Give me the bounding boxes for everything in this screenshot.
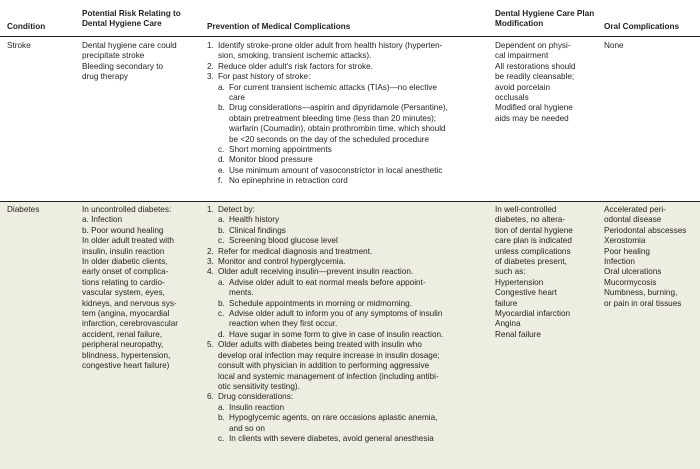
list-item — [197, 361, 490, 371]
list-item — [197, 299, 490, 309]
list-item-label: 6. — [207, 392, 214, 402]
text-line: early onset of complica- — [82, 267, 169, 277]
list-item — [197, 51, 490, 61]
text-line: such as: — [495, 267, 526, 277]
text-line: Poor healing — [604, 246, 650, 256]
text-line: tem (angina, myocardial — [82, 309, 170, 319]
list-item-label: 2. — [207, 246, 214, 256]
list-item-text: reaction when they first occur. — [229, 319, 338, 329]
diabetes-condition: Diabetes — [7, 205, 40, 214]
list-item — [197, 215, 490, 225]
text-line: blindness, hypertension, — [82, 350, 171, 360]
text-line: failure — [495, 298, 518, 308]
list-item-label: 5. — [207, 340, 214, 350]
text-line: Dental hygiene care could — [82, 41, 177, 50]
list-item — [197, 382, 490, 392]
list-item — [197, 247, 490, 257]
stroke-modification — [495, 41, 600, 124]
text-line: occlusals — [495, 93, 529, 103]
list-item-text: care — [229, 93, 245, 103]
stroke-oral — [604, 41, 700, 51]
text-line: Bleeding secondary to — [82, 61, 164, 71]
list-item-text: Use minimum amount of vasoconstrictor in local anesthetic — [229, 165, 443, 175]
list-item-text: Older adult receiving insulin—prevent insulin reaction. — [218, 267, 414, 277]
header-oral: Oral Complications — [604, 22, 680, 31]
text-line: Oral ulcerations — [604, 267, 662, 277]
list-item-label: a. — [218, 277, 225, 287]
list-item-text: Screening blood glucose level — [229, 236, 338, 246]
list-item — [197, 372, 490, 382]
list-item — [197, 72, 490, 82]
text-line: In uncontrolled diabetes: — [82, 205, 172, 214]
list-item-text: Clinical findings — [229, 225, 286, 235]
text-line: unless complications — [495, 246, 571, 256]
list-item-label: d. — [218, 155, 225, 165]
list-item-text: and so on — [229, 423, 265, 433]
text-line: Numbness, burning, — [604, 288, 678, 298]
list-item-label: f. — [218, 176, 223, 186]
list-item — [197, 392, 490, 402]
text-line: care plan is indicated — [495, 236, 572, 246]
list-item-text: Older adults with diabetes being treated with insulin who — [218, 340, 422, 350]
list-item-label: 1. — [207, 205, 214, 214]
list-item-label: 3. — [207, 257, 214, 267]
list-item-text: No epinephrine in retraction cord — [229, 176, 348, 186]
text-line: Mucormycosis — [604, 277, 657, 287]
list-item — [197, 413, 490, 423]
text-line: aids may be needed — [495, 113, 569, 123]
list-item-text: warfarin (Coumadin), obtain prothrombin time, which should — [229, 124, 446, 134]
text-line: peripheral neuropathy, — [82, 340, 164, 350]
diabetes-prevention — [207, 205, 490, 444]
text-line: congestive heart failure) — [82, 361, 170, 371]
list-item — [197, 124, 490, 134]
list-item-label: b. — [218, 225, 225, 235]
list-item-text: ments. — [229, 288, 254, 298]
list-item-text: In clients with severe diabetes, avoid general anesthesia — [229, 433, 434, 443]
list-item-text: develop oral infection may require increase in insulin dosage; — [218, 350, 440, 360]
table-row-stroke — [0, 38, 700, 201]
text-line: cal impairment — [495, 51, 549, 61]
text-line: b. Poor wound healing — [82, 225, 164, 235]
text-line: be readily cleansable; — [495, 72, 575, 82]
list-item — [197, 309, 490, 319]
list-item — [197, 103, 490, 113]
list-item — [197, 41, 490, 51]
list-item-label: b. — [218, 298, 225, 308]
list-item — [197, 278, 490, 288]
list-item-label: e. — [218, 165, 225, 175]
text-line: Renal failure — [495, 329, 541, 339]
list-item — [197, 166, 490, 176]
list-item — [197, 288, 490, 298]
list-item-label: b. — [218, 103, 225, 113]
list-item — [197, 340, 490, 350]
list-item — [197, 155, 490, 165]
text-line: None — [604, 41, 624, 50]
list-item-text: obtain pretreatment bleeding time (less than 20 minutes); — [229, 113, 437, 123]
list-item-label: a. — [218, 402, 225, 412]
list-item-text: Advise older adult to eat normal meals before appoint- — [229, 277, 426, 287]
header-risk: Potential Risk Relating to Dental Hygiene Care — [82, 9, 181, 28]
list-item — [197, 319, 490, 329]
diabetes-risk — [82, 205, 200, 372]
list-item — [197, 83, 490, 93]
list-item-text: otic sensitivity testing). — [218, 381, 300, 391]
list-item-text: consult with physician in addition to performing aggressive — [218, 361, 430, 371]
list-item-text: For past history of stroke: — [218, 72, 311, 82]
text-line: odontal disease — [604, 215, 662, 225]
list-item — [197, 176, 490, 186]
list-item-text: Monitor blood pressure — [229, 155, 313, 165]
text-line: Myocardial infarction — [495, 309, 571, 319]
list-item-text: Monitor and control hyperglycemia. — [218, 257, 346, 267]
text-line: In older diabetic clients, — [82, 257, 168, 267]
list-item — [197, 205, 490, 215]
text-line: Accelerated peri- — [604, 205, 666, 214]
table-header — [0, 0, 700, 37]
header-condition: Condition — [7, 22, 46, 31]
list-item — [197, 257, 490, 267]
list-item — [197, 93, 490, 103]
text-line: or pain in oral tissues — [604, 298, 682, 308]
list-item-text: Drug considerations: — [218, 392, 294, 402]
list-item-text: Hypoglycemic agents, on rare occasions aplastic anemia, — [229, 413, 438, 423]
list-item-text: Short morning appointments — [229, 145, 332, 155]
list-item-text: Have sugar in some form to give in case of insulin reaction. — [229, 329, 444, 339]
diabetes-oral — [604, 205, 700, 309]
list-item-label: a. — [218, 82, 225, 92]
list-item-label: c. — [218, 236, 225, 246]
list-item-label: d. — [218, 329, 225, 339]
text-line: vascular system, eyes, — [82, 288, 165, 298]
table-row-diabetes — [0, 202, 700, 469]
list-item — [197, 145, 490, 155]
list-item — [197, 267, 490, 277]
text-line: All restorations should — [495, 61, 576, 71]
list-item — [197, 424, 490, 434]
list-item — [197, 135, 490, 145]
list-item-text: local and systemic management of infection (including antibi- — [218, 371, 439, 381]
list-item — [197, 236, 490, 246]
list-item — [197, 62, 490, 72]
list-item-text: Identify stroke-prone older adult from health history (hyperten- — [218, 41, 443, 50]
list-item-label: 4. — [207, 267, 214, 277]
text-line: avoid porcelain — [495, 82, 551, 92]
text-line: tions relating to cardio- — [82, 277, 165, 287]
header-rule — [0, 36, 700, 37]
list-item-text: For current transient ischemic attacks (TIAs)—no elective — [229, 82, 437, 92]
list-item — [197, 114, 490, 124]
header-modification: Dental Hygiene Care Plan Modification — [495, 9, 595, 28]
text-line: In well-controlled — [495, 205, 557, 214]
text-line: insulin, insulin reaction — [82, 246, 165, 256]
text-line: drug therapy — [82, 72, 128, 82]
text-line: of diabetes present, — [495, 257, 567, 267]
text-line: a. Infection — [82, 215, 123, 225]
list-item-text: sion, smoking, transient ischemic attacks). — [218, 51, 372, 61]
text-line: Modified oral hygiene — [495, 103, 573, 113]
text-line: diabetes, no altera- — [495, 215, 566, 225]
list-item-text: Schedule appointments in morning or midmorning. — [229, 298, 412, 308]
list-item-label: a. — [218, 215, 225, 225]
text-line: Dependent on physi- — [495, 41, 571, 50]
list-item-text: Detect by: — [218, 205, 255, 214]
text-line: tion of dental hygiene — [495, 225, 573, 235]
list-item-text: be <20 seconds on the day of the scheduled procedure — [229, 134, 430, 144]
stroke-prevention — [207, 41, 490, 187]
diabetes-modification — [495, 205, 600, 340]
list-item-text: Refer for medical diagnosis and treatment. — [218, 246, 373, 256]
list-item-label: 2. — [207, 61, 214, 71]
text-line: Angina — [495, 319, 521, 329]
text-line: infarction, cerebrovascular — [82, 319, 179, 329]
list-item-label: b. — [218, 413, 225, 423]
list-item-text: Insulin reaction — [229, 402, 285, 412]
list-item — [197, 226, 490, 236]
text-line: kidneys, and nervous sys- — [82, 298, 177, 308]
stroke-condition: Stroke — [7, 41, 31, 50]
list-item-label: c. — [218, 309, 225, 319]
text-line: Hypertension — [495, 277, 544, 287]
text-line: Infection — [604, 257, 635, 267]
list-item — [197, 434, 490, 444]
list-item-text: Drug considerations—aspirin and dipyridamole (Persantine), — [229, 103, 448, 113]
list-item — [197, 330, 490, 340]
list-item-text: Reduce older adult's risk factors for stroke. — [218, 61, 373, 71]
text-line: Congestive heart — [495, 288, 557, 298]
text-line: accident, renal failure, — [82, 329, 163, 339]
text-line: Xerostomia — [604, 236, 646, 246]
stroke-risk — [82, 41, 200, 83]
list-item — [197, 351, 490, 361]
text-line: In older adult treated with — [82, 236, 174, 246]
list-item-label: c. — [218, 433, 225, 443]
list-item — [197, 403, 490, 413]
list-item-label: c. — [218, 145, 225, 155]
list-item-text: Health history — [229, 215, 280, 225]
list-item-text: Advise older adult to inform you of any symptoms of insulin — [229, 309, 443, 319]
text-line: precipitate stroke — [82, 51, 145, 61]
list-item-label: 3. — [207, 72, 214, 82]
header-prevention: Prevention of Medical Complications — [207, 22, 351, 31]
list-item-label: 1. — [207, 41, 214, 50]
text-line: Periodontal abscesses — [604, 225, 687, 235]
